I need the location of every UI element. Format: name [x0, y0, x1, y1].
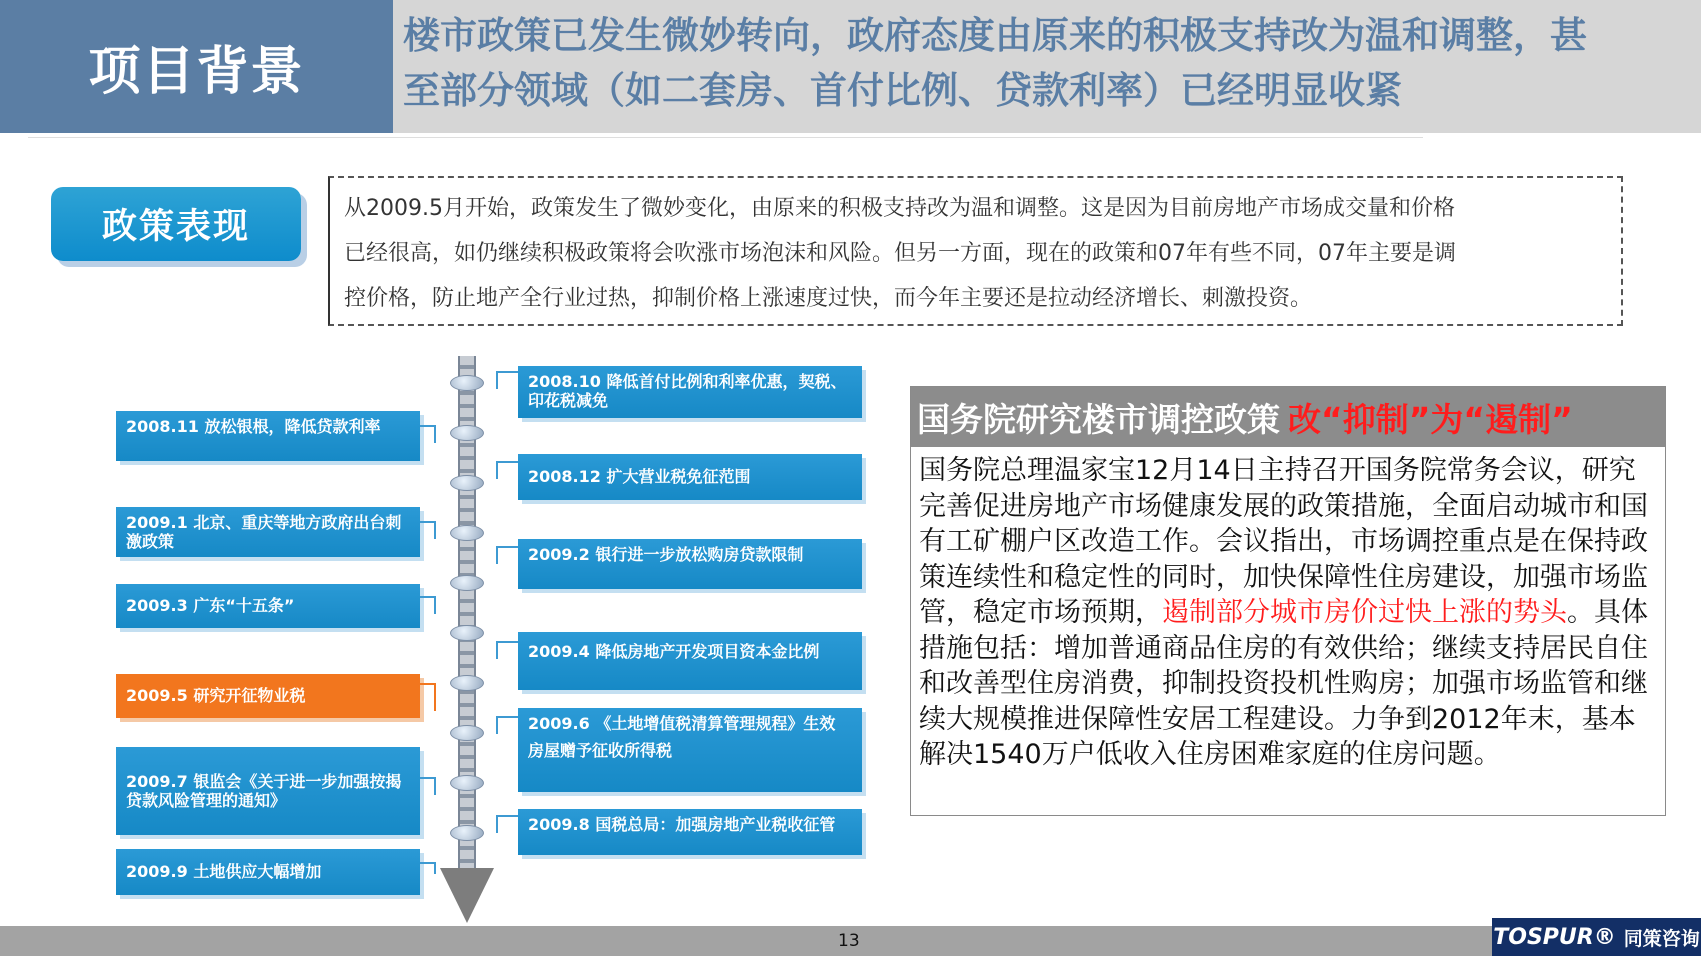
policy-line-3: 控价格，防止地产全行业过热，抑制价格上涨速度过快，而今年主要还是拉动经济增长、刺激投资。 — [344, 286, 1313, 311]
timeline-connector — [496, 641, 498, 659]
timeline-connector — [496, 371, 518, 373]
header-divider — [28, 137, 1423, 138]
brand-logo-chinese: 同策咨询 — [1623, 927, 1700, 950]
timeline-item-2009-1: 2009.1 北京、重庆等地方政府出台刺激政策 — [116, 507, 420, 557]
timeline-item-2009-6-text: 2009.6 《土地增值税清算管理规程》生效 — [528, 714, 836, 733]
state-council-title-plain: 国务院研究楼市调控政策 — [917, 399, 1280, 439]
policy-description-box — [328, 176, 1623, 326]
timeline-connector — [496, 815, 498, 833]
timeline-item-2008-11: 2008.11 放松银根，降低贷款利率 — [116, 411, 420, 461]
timeline-connector — [434, 425, 436, 443]
section-title-block — [0, 0, 393, 133]
timeline-connector — [496, 716, 498, 734]
timeline-connector — [434, 596, 436, 614]
state-council-body-part-1: 国务院总理温家宝12月14日主持召开国务院常务会议，研究完善促进房地产市场健康发展的政策措施，全面启动城市和国有工矿棚户区改造工作。会议指出，市场调控重点是在保持政策连续性和稳定性的同时，加快保障性住房建设，加强市场监管，稳定市场预期， — [919, 455, 1648, 628]
timeline-item-2009-9: 2009.9 土地供应大幅增加 — [116, 849, 420, 895]
timeline-connector — [496, 815, 518, 817]
timeline-connector — [496, 641, 518, 643]
timeline-item-2008-12: 2008.12 扩大营业税免征范围 — [518, 454, 862, 500]
timeline-knob — [450, 675, 484, 691]
timeline-knob — [450, 625, 484, 641]
timeline-knob — [450, 825, 484, 841]
timeline-connector — [496, 461, 518, 463]
timeline-connector — [496, 546, 518, 548]
timeline-knob — [450, 775, 484, 791]
headline-line-1: 楼市政策已发生微妙转向，政府态度由原来的积极支持改为温和调整，甚 — [403, 14, 1587, 57]
timeline-connector — [434, 777, 436, 795]
timeline-connector — [434, 862, 436, 874]
timeline-knob — [450, 525, 484, 541]
timeline-connector — [434, 683, 436, 711]
timeline-knob — [450, 725, 484, 741]
timeline-knob — [450, 575, 484, 591]
policy-label-text: 政策表现 — [101, 207, 250, 247]
policy-line-2: 已经很高，如仍继续积极政策将会吹涨市场泡沫和风险。但另一方面，现在的政策和07年有些不同，07年主要是调 — [344, 241, 1456, 266]
state-council-body-highlight: 遏制部分城市房价过快上涨的势头 — [1162, 597, 1567, 628]
timeline-connector — [434, 521, 436, 539]
headline-line-2: 至部分领域（如二套房、首付比例、贷款利率）已经明显收紧 — [403, 69, 1402, 112]
state-council-body — [911, 447, 1665, 773]
headline-block — [393, 0, 1701, 133]
timeline-item-2009-7: 2009.7 银监会《关于进一步加强按揭贷款风险管理的通知》 — [116, 747, 420, 835]
timeline-connector — [496, 716, 518, 718]
timeline-item-2009-3: 2009.3 广东“十五条” — [116, 584, 420, 628]
timeline-item-2009-4: 2009.4 降低房地产开发项目资本金比例 — [518, 632, 862, 690]
timeline-arrow-head — [440, 868, 494, 923]
timeline-item-2009-5: 2009.5 研究开征物业税 — [116, 674, 420, 718]
timeline-item-2009-6 — [518, 708, 862, 792]
timeline-item-gift-tax-text: 房屋赠予征收所得税 — [528, 741, 673, 760]
timeline-knob — [450, 475, 484, 491]
state-council-title-highlight: 改“抑制”为“遏制” — [1288, 399, 1573, 439]
timeline-item-2009-2: 2009.2 银行进一步放松购房贷款限制 — [518, 539, 862, 589]
policy-label — [51, 187, 301, 261]
timeline-knob — [450, 375, 484, 391]
state-council-panel — [910, 386, 1666, 816]
section-title: 项目背景 — [88, 42, 305, 102]
timeline-item-2008-10: 2008.10 降低首付比例和利率优惠，契税、印花税减免 — [518, 366, 862, 418]
brand-logo — [1492, 918, 1701, 956]
timeline-connector — [496, 371, 498, 389]
timeline-connector — [496, 546, 498, 564]
policy-line-1: 从2009.5月开始，政策发生了微妙变化，由原来的积极支持改为温和调整。这是因为目前房地产市场成交量和价格 — [344, 196, 1455, 221]
state-council-body-part-2: 。具体措施包括：增加普通商品住房的有效供给；继续支持居民自住和改善型住房消费，抑制投资投机性购房；加强市场监管和继续大规模推进保障性安居工程建设。力争到2012年末，基本解决1540万户低收入住房困难家庭的住房问题。 — [919, 597, 1648, 770]
state-council-title — [911, 387, 1665, 447]
page-number: 13 — [838, 931, 860, 951]
brand-logo-latin: TOSPUR® — [1493, 924, 1616, 950]
timeline-knob — [450, 425, 484, 441]
timeline-connector — [496, 461, 498, 479]
timeline-item-2009-8: 2009.8 国税总局：加强房地产业税收征管 — [518, 809, 862, 855]
